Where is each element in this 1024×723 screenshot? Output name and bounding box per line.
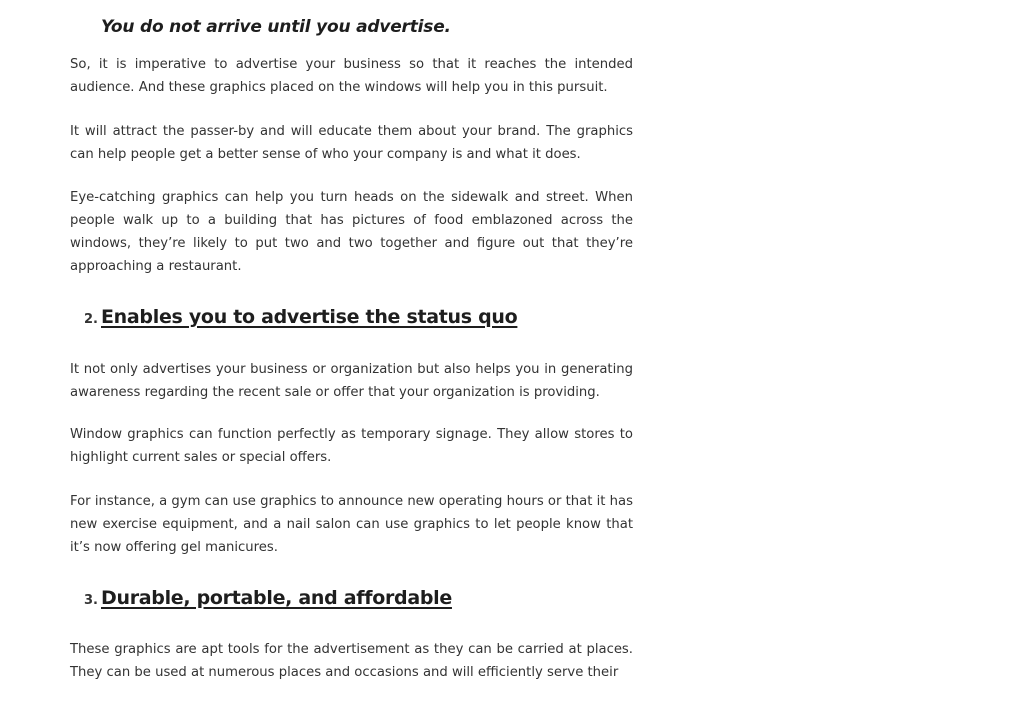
paragraph: For instance, a gym can use graphics to announce new operating hours or that it has new exercise equipment, and a nail salon can use graphics to let people know that it’s now offering gel manicures. (70, 494, 633, 555)
list-number: 3. (84, 593, 98, 608)
italic-quote: You do not arrive until you advertise. (101, 17, 451, 37)
paragraph: So, it is imperative to advertise your business so that it reaches the intended audience. And these graphics placed on the windows will help you in this pursuit. (70, 57, 633, 95)
paragraph: Window graphics can function perfectly as temporary signage. They allow stores to highlight current sales or special offers. (70, 427, 633, 465)
paragraph: It will attract the passer-by and will educate them about your brand. The graphics can help people get a better sense of who your company is and what it does. (70, 124, 633, 162)
section-heading-2 (84, 306, 517, 328)
heading-text: Enables you to advertise the status quo (101, 306, 518, 328)
paragraph: Eye-catching graphics can help you turn heads on the sidewalk and street. When people walk up to a building that has pictures of food emblazoned across the windows, they’re likely to put two and two together and figure out that they’re approaching a restaurant. (70, 190, 633, 274)
heading-text: Durable, portable, and affordable (101, 587, 452, 609)
section-heading-3 (84, 587, 452, 609)
paragraph: These graphics are apt tools for the advertisement as they can be carried at places. They can be used at numerous places and occasions and will efficiently serve their (70, 642, 633, 680)
list-number: 2. (84, 312, 98, 327)
paragraph: It not only advertises your business or organization but also helps you in generating awareness regarding the recent sale or offer that your organization is providing. (70, 362, 633, 400)
